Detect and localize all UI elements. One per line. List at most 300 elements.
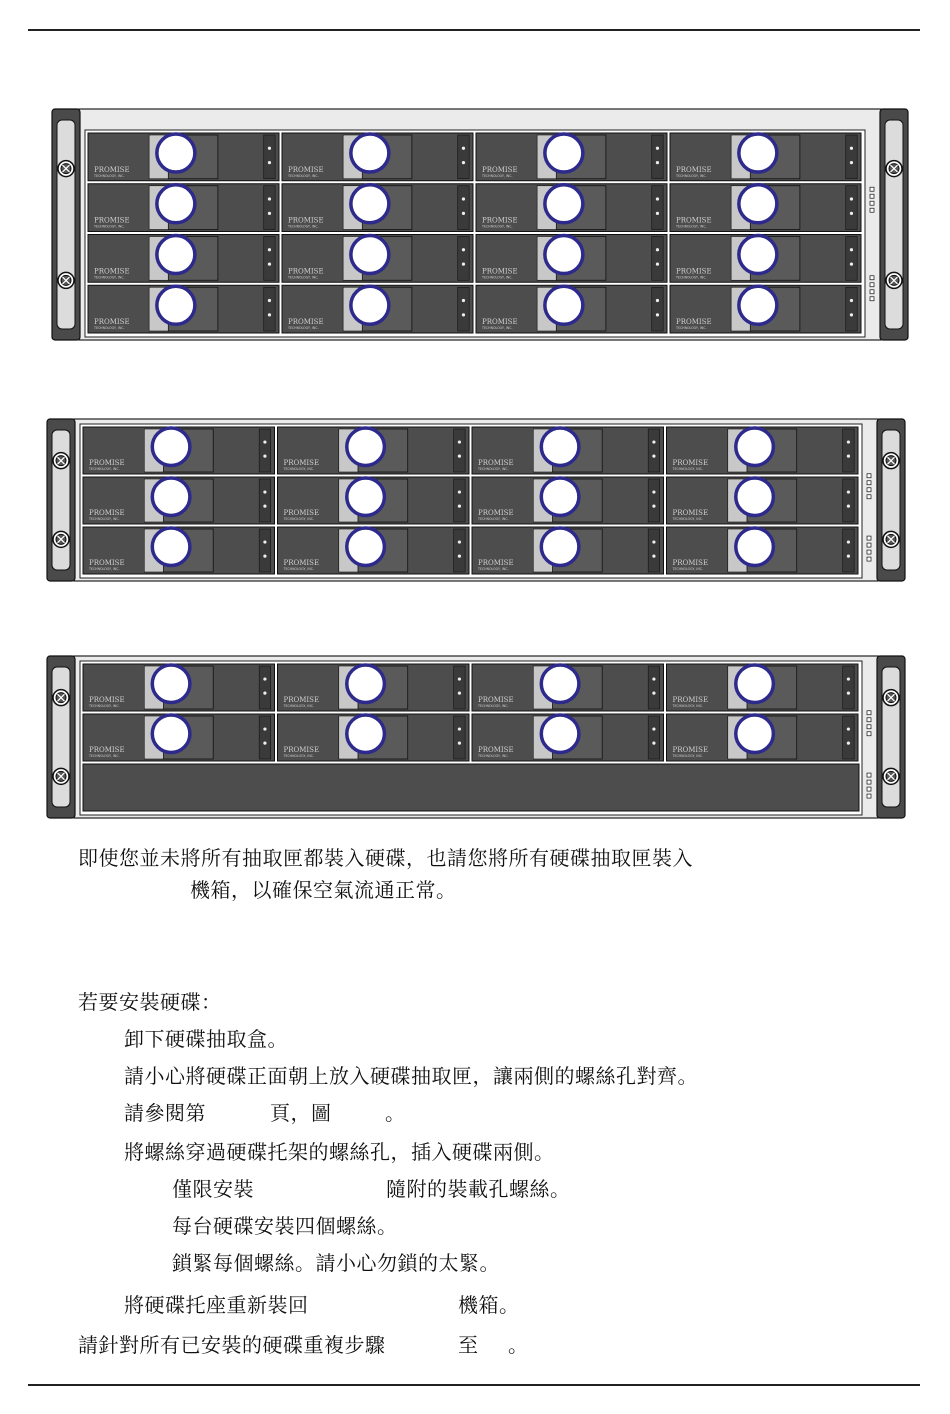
status-led bbox=[847, 540, 850, 543]
vent-slot bbox=[867, 787, 871, 791]
led-strip bbox=[843, 529, 854, 572]
led-strip bbox=[458, 237, 469, 281]
rack-handle bbox=[882, 667, 900, 807]
status-led bbox=[263, 677, 266, 680]
promise-badge: PROMISE bbox=[283, 696, 320, 704]
latch-ring-icon bbox=[541, 715, 579, 753]
activity-led bbox=[847, 555, 850, 558]
led-strip bbox=[454, 529, 465, 572]
promise-badge-sub: TECHNOLOGY, INC. bbox=[94, 326, 125, 330]
drive-carrier bbox=[472, 527, 664, 574]
status-led bbox=[656, 299, 659, 302]
activity-led bbox=[652, 692, 655, 695]
step-1: 卸下硬碟抽取盒。 bbox=[124, 1027, 288, 1051]
led-strip bbox=[264, 287, 275, 331]
activity-led bbox=[263, 455, 266, 458]
right-rack-ear bbox=[880, 109, 908, 340]
vent-slot bbox=[870, 283, 874, 287]
promise-badge: PROMISE bbox=[482, 318, 518, 326]
promise-badge: PROMISE bbox=[672, 746, 709, 754]
activity-led bbox=[850, 313, 853, 316]
activity-led bbox=[462, 161, 465, 164]
drive-carrier bbox=[83, 664, 275, 711]
promise-badge-sub: TECHNOLOGY, INC. bbox=[94, 224, 125, 229]
drive-carrier bbox=[472, 664, 664, 711]
vent-slot bbox=[867, 481, 871, 485]
drive-carrier bbox=[670, 133, 861, 181]
led-strip bbox=[454, 666, 465, 709]
latch-ring-icon bbox=[157, 286, 195, 324]
drive-carrier bbox=[282, 285, 473, 333]
step-3-sub-2: 每台硬碟安裝四個螺絲。 bbox=[172, 1214, 398, 1238]
promise-badge: PROMISE bbox=[89, 509, 125, 517]
activity-led bbox=[268, 212, 271, 215]
activity-led bbox=[652, 555, 655, 558]
promise-badge-sub: TECHNOLOGY, INC. bbox=[676, 224, 707, 229]
note-line-1: 即使您並未將所有抽取匣都裝入硬碟，也請您將所有硬碟抽取匣裝入 bbox=[78, 846, 693, 870]
status-led bbox=[458, 677, 461, 680]
status-led bbox=[263, 727, 266, 730]
drive-carrier bbox=[670, 285, 861, 333]
promise-badge-sub: TECHNOLOGY, INC. bbox=[283, 754, 314, 758]
drive-carrier bbox=[282, 133, 473, 181]
promise-badge: PROMISE bbox=[676, 267, 712, 276]
latch-ring-icon bbox=[541, 528, 579, 566]
promise-badge-sub: TECHNOLOGY, INC. bbox=[89, 754, 120, 758]
led-strip bbox=[458, 287, 469, 331]
vent-slot bbox=[867, 773, 871, 777]
drive-carrier bbox=[472, 477, 664, 524]
promise-badge: PROMISE bbox=[94, 267, 130, 276]
activity-led bbox=[656, 161, 659, 164]
drive-carrier bbox=[667, 477, 859, 524]
step-3-sub-1a: 僅限安裝 bbox=[172, 1177, 254, 1201]
step-2: 請小心將硬碟正面朝上放入硬碟抽取匣，讓兩側的螺絲孔對齊。 bbox=[124, 1064, 698, 1088]
promise-badge-sub: TECHNOLOGY, INC. bbox=[482, 224, 513, 229]
activity-led bbox=[462, 212, 465, 215]
led-strip bbox=[458, 135, 469, 179]
drive-carrier bbox=[670, 235, 861, 283]
latch-ring-icon bbox=[541, 428, 579, 466]
latch-ring-icon bbox=[152, 428, 190, 466]
promise-badge-sub: TECHNOLOGY, INC. bbox=[283, 567, 314, 571]
step-4-b: 機箱。 bbox=[458, 1293, 520, 1317]
led-strip bbox=[843, 429, 854, 472]
promise-badge: PROMISE bbox=[676, 318, 712, 326]
activity-led bbox=[656, 313, 659, 316]
vent-slot bbox=[870, 187, 874, 191]
status-led bbox=[263, 540, 266, 543]
latch-ring-icon bbox=[347, 715, 385, 753]
promise-badge: PROMISE bbox=[482, 165, 518, 174]
promise-badge: PROMISE bbox=[94, 318, 130, 326]
promise-badge-sub: TECHNOLOGY, INC. bbox=[89, 467, 120, 471]
left-rack-ear bbox=[52, 109, 80, 340]
latch-ring-icon bbox=[152, 478, 190, 516]
latch-ring-icon bbox=[545, 236, 583, 274]
led-strip bbox=[843, 716, 854, 759]
step-3-sub-3: 鎖緊每個螺絲。請小心勿鎖的太緊。 bbox=[172, 1251, 500, 1275]
led-strip bbox=[652, 237, 663, 281]
promise-badge: PROMISE bbox=[288, 165, 324, 174]
promise-badge-sub: TECHNOLOGY, INC. bbox=[288, 224, 319, 229]
promise-badge-sub: TECHNOLOGY, INC. bbox=[478, 754, 509, 758]
drive-carrier bbox=[83, 527, 275, 574]
activity-led bbox=[847, 455, 850, 458]
status-led bbox=[263, 490, 266, 493]
status-led bbox=[268, 299, 271, 302]
latch-ring-icon bbox=[152, 715, 190, 753]
activity-led bbox=[652, 455, 655, 458]
promise-badge: PROMISE bbox=[283, 459, 320, 467]
enclosure-4u bbox=[51, 108, 909, 341]
latch-ring-icon bbox=[157, 134, 195, 172]
vent-slot bbox=[870, 208, 874, 212]
vent-slot bbox=[867, 550, 871, 554]
latch-ring-icon bbox=[736, 528, 774, 566]
activity-led bbox=[462, 313, 465, 316]
promise-badge-sub: TECHNOLOGY, INC. bbox=[482, 326, 513, 330]
vent-slot bbox=[867, 543, 871, 547]
latch-ring-icon bbox=[739, 236, 777, 274]
right-rack-ear bbox=[877, 419, 905, 581]
vent-slot bbox=[867, 488, 871, 492]
status-led bbox=[268, 197, 271, 200]
latch-ring-icon bbox=[545, 134, 583, 172]
status-led bbox=[268, 248, 271, 251]
promise-badge-sub: TECHNOLOGY, INC. bbox=[94, 173, 125, 178]
status-led bbox=[850, 299, 853, 302]
promise-badge: PROMISE bbox=[478, 696, 514, 704]
status-led bbox=[656, 147, 659, 150]
latch-ring-icon bbox=[351, 236, 389, 274]
status-led bbox=[458, 540, 461, 543]
promise-badge: PROMISE bbox=[478, 559, 514, 567]
status-led bbox=[462, 299, 465, 302]
status-led bbox=[656, 197, 659, 200]
latch-ring-icon bbox=[739, 185, 777, 223]
led-strip bbox=[264, 135, 275, 179]
promise-badge: PROMISE bbox=[283, 509, 320, 517]
promise-badge: PROMISE bbox=[676, 165, 712, 174]
top-rule bbox=[28, 29, 920, 31]
promise-badge: PROMISE bbox=[478, 509, 514, 517]
vent-slot bbox=[870, 276, 874, 280]
promise-badge-sub: TECHNOLOGY, INC. bbox=[672, 704, 703, 708]
latch-ring-icon bbox=[541, 478, 579, 516]
status-led bbox=[652, 490, 655, 493]
status-led bbox=[263, 440, 266, 443]
promise-badge: PROMISE bbox=[89, 459, 125, 467]
promise-badge: PROMISE bbox=[89, 696, 125, 704]
vent-slot bbox=[867, 711, 871, 715]
drive-carrier bbox=[282, 235, 473, 283]
status-led bbox=[462, 248, 465, 251]
activity-led bbox=[850, 161, 853, 164]
status-led bbox=[462, 147, 465, 150]
status-led bbox=[850, 147, 853, 150]
activity-led bbox=[458, 692, 461, 695]
drive-carrier bbox=[83, 427, 275, 474]
drive-carrier bbox=[278, 477, 470, 524]
status-led bbox=[458, 490, 461, 493]
promise-badge-sub: TECHNOLOGY, INC. bbox=[89, 567, 120, 571]
status-led bbox=[652, 440, 655, 443]
drive-carrier bbox=[88, 133, 279, 181]
activity-led bbox=[847, 742, 850, 745]
promise-badge: PROMISE bbox=[94, 216, 130, 225]
promise-badge-sub: TECHNOLOGY, INC. bbox=[478, 567, 509, 571]
latch-ring-icon bbox=[347, 428, 385, 466]
activity-led bbox=[847, 692, 850, 695]
step-5-a: 請針對所有已安裝的硬碟重複步驟 bbox=[78, 1333, 386, 1357]
led-strip bbox=[652, 287, 663, 331]
latch-ring-icon bbox=[736, 665, 774, 703]
status-led bbox=[652, 677, 655, 680]
led-strip bbox=[259, 666, 270, 709]
status-led bbox=[850, 197, 853, 200]
blank-panel bbox=[83, 764, 859, 811]
promise-badge-sub: TECHNOLOGY, INC. bbox=[482, 275, 513, 280]
vent-slot bbox=[867, 732, 871, 736]
activity-led bbox=[458, 505, 461, 508]
promise-badge-sub: TECHNOLOGY, INC. bbox=[672, 467, 703, 471]
promise-badge-sub: TECHNOLOGY, INC. bbox=[288, 173, 319, 178]
led-strip bbox=[259, 529, 270, 572]
latch-ring-icon bbox=[739, 286, 777, 324]
promise-badge: PROMISE bbox=[478, 459, 514, 467]
led-strip bbox=[648, 529, 659, 572]
status-led bbox=[652, 540, 655, 543]
left-rack-ear bbox=[47, 419, 75, 581]
step-5-b: 至 bbox=[458, 1333, 479, 1357]
drive-carrier bbox=[472, 427, 664, 474]
led-strip bbox=[652, 135, 663, 179]
drive-carrier bbox=[278, 527, 470, 574]
led-strip bbox=[846, 135, 857, 179]
status-led bbox=[847, 727, 850, 730]
promise-badge: PROMISE bbox=[288, 318, 324, 326]
step-5-c: 。 bbox=[508, 1333, 529, 1357]
activity-led bbox=[263, 742, 266, 745]
vent-slot bbox=[870, 297, 874, 301]
vent-slot bbox=[867, 794, 871, 798]
led-strip bbox=[264, 186, 275, 230]
vent-slot bbox=[870, 201, 874, 205]
led-strip bbox=[454, 429, 465, 472]
led-strip bbox=[454, 716, 465, 759]
activity-led bbox=[268, 313, 271, 316]
led-strip bbox=[648, 429, 659, 472]
led-strip bbox=[454, 479, 465, 522]
step-2-ref-a: 請參閱第 bbox=[124, 1101, 206, 1125]
enclosure-3u bbox=[46, 418, 906, 582]
activity-led bbox=[268, 161, 271, 164]
latch-ring-icon bbox=[157, 236, 195, 274]
promise-badge-sub: TECHNOLOGY, INC. bbox=[283, 517, 314, 521]
drive-carrier bbox=[282, 184, 473, 232]
note-line-2: 機箱，以確保空氣流通正常。 bbox=[190, 878, 457, 902]
latch-ring-icon bbox=[739, 134, 777, 172]
rack-handle bbox=[52, 430, 70, 570]
latch-ring-icon bbox=[545, 286, 583, 324]
step-2-ref-b: 頁，圖 bbox=[270, 1101, 332, 1125]
latch-ring-icon bbox=[541, 665, 579, 703]
drive-carrier bbox=[278, 714, 470, 761]
led-strip bbox=[843, 666, 854, 709]
led-strip bbox=[846, 287, 857, 331]
bottom-rule bbox=[28, 1384, 920, 1386]
enclosure-2u bbox=[46, 655, 906, 819]
promise-badge-sub: TECHNOLOGY, INC. bbox=[478, 467, 509, 471]
activity-led bbox=[263, 505, 266, 508]
rack-handle bbox=[882, 430, 900, 570]
step-3-sub-1b: 隨附的裝載孔螺絲。 bbox=[386, 1177, 571, 1201]
promise-badge-sub: TECHNOLOGY, INC. bbox=[676, 275, 707, 280]
activity-led bbox=[263, 555, 266, 558]
activity-led bbox=[850, 212, 853, 215]
step-2-ref-c: 。 bbox=[385, 1101, 406, 1125]
drive-carrier bbox=[83, 714, 275, 761]
led-strip bbox=[648, 666, 659, 709]
status-led bbox=[462, 197, 465, 200]
status-led bbox=[458, 727, 461, 730]
promise-badge: PROMISE bbox=[478, 746, 514, 754]
activity-led bbox=[462, 263, 465, 266]
led-strip bbox=[846, 186, 857, 230]
step-4-a: 將硬碟托座重新裝回 bbox=[124, 1293, 309, 1317]
promise-badge-sub: TECHNOLOGY, INC. bbox=[672, 517, 703, 521]
latch-ring-icon bbox=[736, 428, 774, 466]
right-rack-ear bbox=[877, 656, 905, 818]
activity-led bbox=[263, 692, 266, 695]
promise-badge-sub: TECHNOLOGY, INC. bbox=[288, 275, 319, 280]
led-strip bbox=[259, 429, 270, 472]
drive-carrier bbox=[278, 427, 470, 474]
promise-badge: PROMISE bbox=[288, 267, 324, 276]
promise-badge-sub: TECHNOLOGY, INC. bbox=[288, 326, 319, 330]
latch-ring-icon bbox=[347, 478, 385, 516]
status-led bbox=[652, 727, 655, 730]
status-led bbox=[847, 440, 850, 443]
latch-ring-icon bbox=[347, 665, 385, 703]
status-led bbox=[656, 248, 659, 251]
status-led bbox=[847, 677, 850, 680]
drive-carrier bbox=[278, 664, 470, 711]
promise-badge-sub: TECHNOLOGY, INC. bbox=[676, 326, 707, 330]
vent-slot bbox=[867, 536, 871, 540]
led-strip bbox=[259, 479, 270, 522]
activity-led bbox=[656, 263, 659, 266]
activity-led bbox=[458, 742, 461, 745]
promise-badge-sub: TECHNOLOGY, INC. bbox=[283, 467, 314, 471]
latch-ring-icon bbox=[545, 185, 583, 223]
led-strip bbox=[458, 186, 469, 230]
promise-badge-sub: TECHNOLOGY, INC. bbox=[676, 173, 707, 178]
rack-handle bbox=[52, 667, 70, 807]
activity-led bbox=[268, 263, 271, 266]
promise-badge-sub: TECHNOLOGY, INC. bbox=[478, 704, 509, 708]
activity-led bbox=[847, 505, 850, 508]
promise-badge-sub: TECHNOLOGY, INC. bbox=[94, 275, 125, 280]
activity-led bbox=[458, 455, 461, 458]
status-led bbox=[268, 147, 271, 150]
promise-badge: PROMISE bbox=[676, 216, 712, 225]
promise-badge-sub: TECHNOLOGY, INC. bbox=[672, 754, 703, 758]
activity-led bbox=[652, 505, 655, 508]
drive-carrier bbox=[472, 714, 664, 761]
promise-badge: PROMISE bbox=[482, 267, 518, 276]
drive-carrier bbox=[667, 714, 859, 761]
status-led bbox=[847, 490, 850, 493]
promise-badge: PROMISE bbox=[283, 559, 320, 567]
latch-ring-icon bbox=[152, 665, 190, 703]
led-strip bbox=[843, 479, 854, 522]
vent-slot bbox=[867, 718, 871, 722]
promise-badge: PROMISE bbox=[672, 509, 709, 517]
led-strip bbox=[264, 237, 275, 281]
latch-ring-icon bbox=[736, 478, 774, 516]
latch-ring-icon bbox=[157, 185, 195, 223]
led-strip bbox=[648, 716, 659, 759]
activity-led bbox=[850, 263, 853, 266]
vent-slot bbox=[867, 557, 871, 561]
led-strip bbox=[648, 479, 659, 522]
rack-handle bbox=[57, 120, 75, 329]
promise-badge-sub: TECHNOLOGY, INC. bbox=[89, 704, 120, 708]
vent-slot bbox=[867, 474, 871, 478]
vent-slot bbox=[867, 495, 871, 499]
promise-badge-sub: TECHNOLOGY, INC. bbox=[672, 567, 703, 571]
drive-carrier bbox=[88, 235, 279, 283]
promise-badge: PROMISE bbox=[672, 559, 709, 567]
promise-badge-sub: TECHNOLOGY, INC. bbox=[482, 173, 513, 178]
drive-carrier bbox=[88, 184, 279, 232]
drive-carrier bbox=[667, 427, 859, 474]
status-led bbox=[850, 248, 853, 251]
activity-led bbox=[656, 212, 659, 215]
promise-badge: PROMISE bbox=[94, 165, 130, 174]
promise-badge: PROMISE bbox=[672, 696, 709, 704]
activity-led bbox=[652, 742, 655, 745]
status-led bbox=[458, 440, 461, 443]
latch-ring-icon bbox=[351, 134, 389, 172]
drive-carrier bbox=[88, 285, 279, 333]
led-strip bbox=[259, 716, 270, 759]
promise-badge-sub: TECHNOLOGY, INC. bbox=[89, 517, 120, 521]
drive-carrier bbox=[667, 664, 859, 711]
promise-badge: PROMISE bbox=[89, 746, 125, 754]
promise-badge: PROMISE bbox=[288, 216, 324, 225]
install-heading: 若要安裝硬碟： bbox=[78, 990, 222, 1014]
latch-ring-icon bbox=[351, 286, 389, 324]
latch-ring-icon bbox=[736, 715, 774, 753]
activity-led bbox=[458, 555, 461, 558]
step-3: 將螺絲穿過硬碟托架的螺絲孔，插入硬碟兩側。 bbox=[124, 1140, 555, 1164]
latch-ring-icon bbox=[351, 185, 389, 223]
promise-badge: PROMISE bbox=[672, 459, 709, 467]
drive-carrier bbox=[476, 133, 667, 181]
vent-slot bbox=[867, 725, 871, 729]
drive-carrier bbox=[476, 285, 667, 333]
drive-carrier bbox=[476, 184, 667, 232]
promise-badge: PROMISE bbox=[482, 216, 518, 225]
latch-ring-icon bbox=[152, 528, 190, 566]
promise-badge-sub: TECHNOLOGY, INC. bbox=[283, 704, 314, 708]
drive-carrier bbox=[667, 527, 859, 574]
promise-badge-sub: TECHNOLOGY, INC. bbox=[478, 517, 509, 521]
drive-carrier bbox=[670, 184, 861, 232]
